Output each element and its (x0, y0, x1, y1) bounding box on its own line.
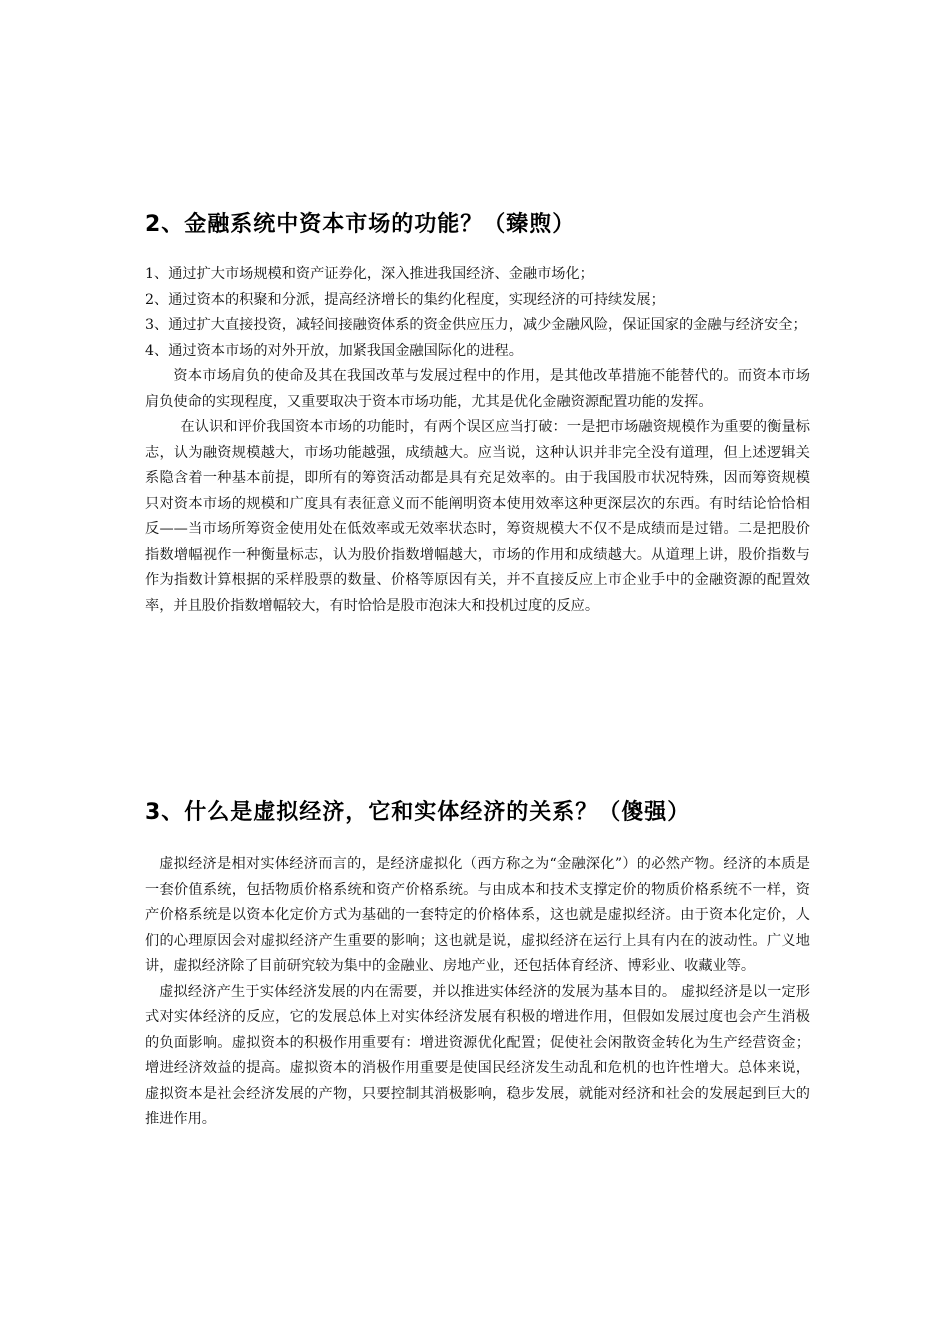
list-item: 4、通过资本市场的对外开放，加紧我国金融国际化的进程。 (145, 342, 523, 359)
body-paragraph: 在认识和评价我国资本市场的功能时，有两个误区应当打破：一是把市场融资规模作为重要的衡量标志，认为融资规模越大，市场功能越强，成绩越大。应当说，这种认识并非完全没有道理，但上述逻辑关系隐含着一种基本前提，即所有的筹资活动都是具有充足效率的。由于我国股市状况特殊，因而筹资规模只对资本市场的规模和广度具有表征意义而不能阐明资本使用效率这种更深层次的东西。有时结论恰恰相反——当市场所筹资金使用处在低效率或无效率状态时，筹资规模大不仅不是成绩而是过错。二是把股价指数增幅视作一种衡量标志，认为股价指数增幅越大，市场的作用和成绩越大。从道理上讲，股价指数与作为指数计算根据的采样股票的数量、价格等原因有关，并不直接反应上市企业手中的金融资源的配置效率，并且股价指数增幅较大，有时恰恰是股市泡沫大和投机过度的反应。 (145, 419, 810, 614)
list-item: 2、通过资本的积聚和分派，提高经济增长的集约化程度，实现经济的可持续发展； (145, 291, 665, 308)
section-heading: 3、什么是虚拟经济，它和实体经济的关系？（傻强） (145, 800, 691, 825)
body-paragraph: 虚拟经济是相对实体经济而言的，是经济虚拟化（西方称之为“金融深化”）的必然产物。经济的本质是一套价值系统，包括物质价格系统和资产价格系统。与由成本和技术支撑定价的物质价格系统不一样，资产价格系统是以资本化定价方式为基础的一套特定的价格体系，这也就是虚拟经济。由于资本化定价，人们的心理原因会对虚拟经济产生重要的影响；这也就是说，虚拟经济在运行上具有内在的波动性。广义地讲，虚拟经济除了目前研究较为集中的金融业、房地产业，还包括体育经济、博彩业、收藏业等。 (145, 856, 810, 974)
section-body (145, 262, 810, 619)
body-paragraph: 资本市场肩负的使命及其在我国改革与发展过程中的作用，是其他改革措施不能替代的。而资本市场肩负使命的实现程度，又重要取决于资本市场功能，尤其是优化金融资源配置功能的发挥。 (145, 368, 810, 410)
list-item: 1、通过扩大市场规模和资产证券化，深入推进我国经济、金融市场化； (145, 266, 594, 282)
body-paragraph: 虚拟经济产生于实体经济发展的内在需要，并以推进实体经济的发展为基本目的。 虚拟经济是以一定形式对实体经济的反应，它的发展总体上对实体经济发展有积极的增进作用，但假如发展过度也会产生消极的负面影响。虚拟资本的积极作用重要有：增进资源优化配置；促使社会闲散资金转化为生产经营资金；增进经济效益的提高。虚拟资本的消极作用重要是使国民经济发生动乱和危机的也许性增大。总体来说，虚拟资本是社会经济发展的产物，只要控制其消极影响，稳步发展，就能对经济和社会的发展起到巨大的推进作用。 (145, 983, 810, 1127)
section-heading: 2、金融系统中资本市场的功能？（臻煦） (145, 212, 576, 237)
section-body (145, 852, 810, 1133)
section-capital-market-functions (145, 208, 810, 619)
section-virtual-economy (145, 796, 810, 1133)
list-item: 3、通过扩大直接投资，减轻间接融资体系的资金供应压力，减少金融风险，保证国家的金融与经济安全； (145, 317, 807, 333)
